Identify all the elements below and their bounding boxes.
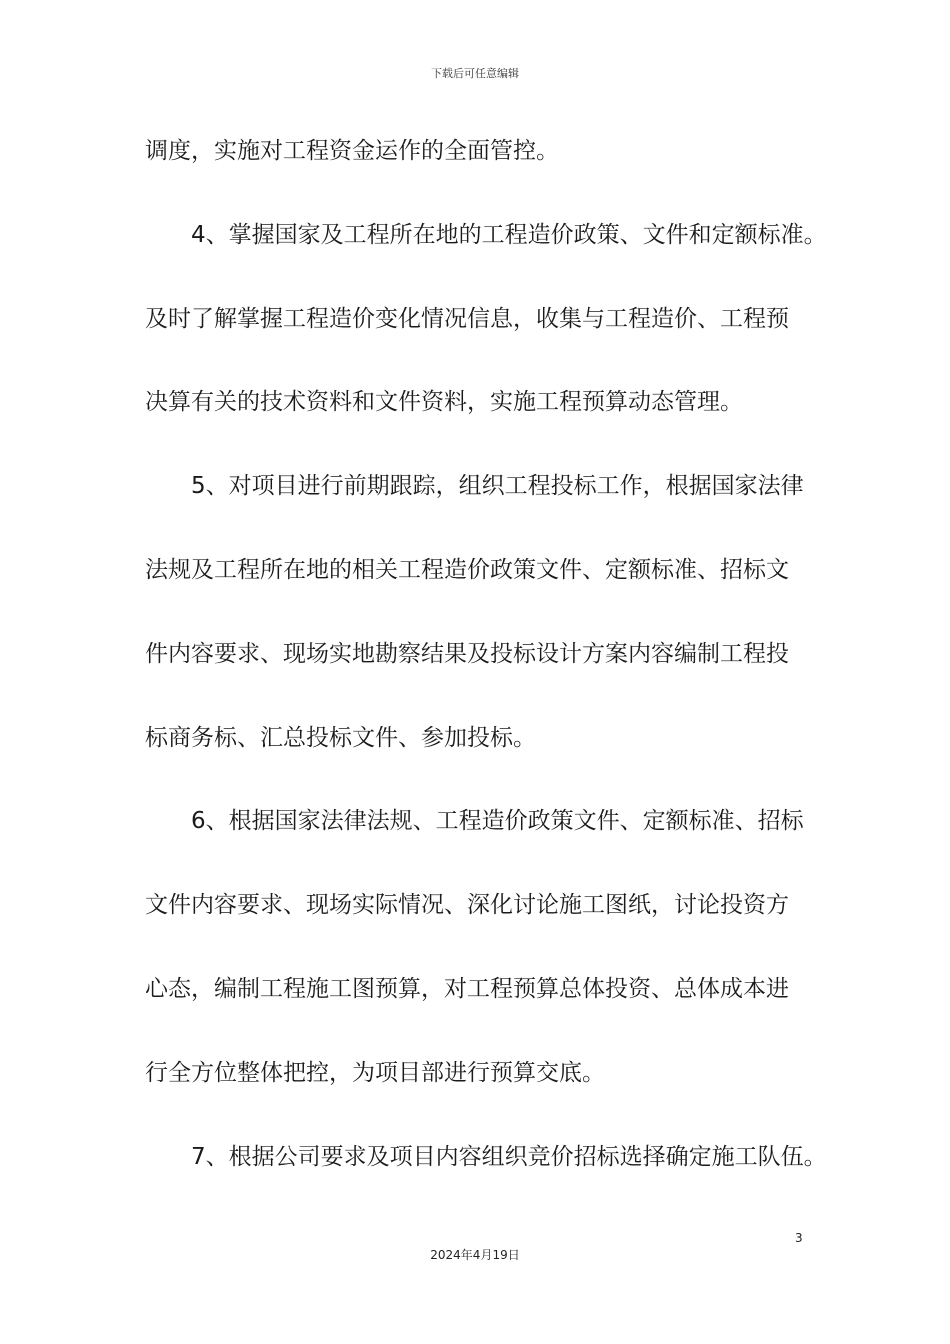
text-line: 决算有关的技术资料和文件资料，实施工程预算动态管理。 (145, 389, 743, 416)
text-line: 件内容要求、现场实地勘察结果及投标设计方案内容编制工程投 (145, 640, 789, 667)
page-number: 3 (795, 1231, 803, 1245)
page-header: 下载后可任意编辑 (431, 67, 519, 80)
text-line: 7、根据公司要求及项目内容组织竞价招标选择确定施工队伍。 (191, 1143, 827, 1170)
text-line: 5、对项目进行前期跟踪，组织工程投标工作，根据国家法律 (191, 473, 804, 500)
text-line: 法规及工程所在地的相关工程造价政策文件、定额标准、招标文 (145, 557, 789, 583)
text-line: 心态，编制工程施工图预算，对工程预算总体投资、总体成本进 (145, 976, 789, 1002)
text-line: 及时了解掌握工程造价变化情况信息，收集与工程造价、工程预 (145, 305, 789, 332)
text-line: 标商务标、汇总投标文件、参加投标。 (145, 724, 536, 751)
text-line: 文件内容要求、现场实际情况、深化讨论施工图纸，讨论投资方 (145, 892, 789, 919)
footer-date: 2024年4月19日 (430, 1248, 520, 1262)
text-line: 调度，实施对工程资金运作的全面管控。 (145, 138, 559, 164)
text-line: 行全方位整体把控，为项目部进行预算交底。 (145, 1059, 605, 1086)
text-line: 4、掌握国家及工程所在地的工程造价政策、文件和定额标准。 (191, 221, 827, 248)
text-line: 6、根据国家法律法规、工程造价政策文件、定额标准、招标 (191, 808, 804, 835)
